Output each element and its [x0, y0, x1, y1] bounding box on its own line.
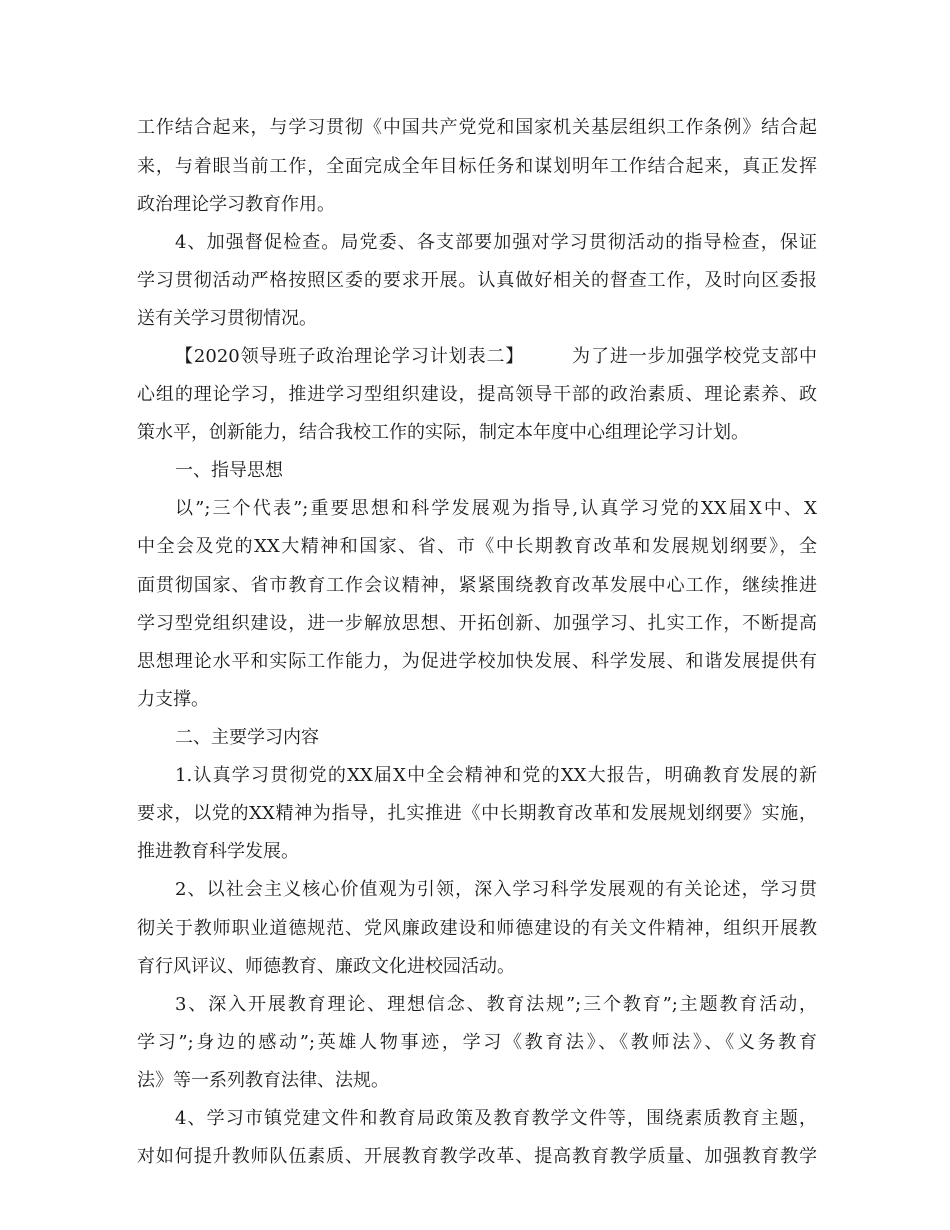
paragraph-line: 彻关于教师职业道德规范、党风廉政建设和师德建设的有关文件精神，组织开展教 — [137, 918, 817, 939]
section-heading: 二、主要学习内容 — [175, 727, 319, 748]
paragraph-line: 来，与着眼当前工作，全面完成全年目标任务和谋划明年工作结合起来，真正发挥 — [137, 156, 817, 177]
section-heading: 一、指导思想 — [175, 460, 283, 481]
paragraph-line: 学习”;身边的感动”;英雄人物事迹，学习《教育法》、《教师法》、《义务教育 — [137, 1032, 817, 1053]
paragraph-line: 4、学习市镇党建文件和教育局政策及教育教学文件等，围绕素质教育主题， — [175, 1108, 817, 1129]
paragraph-line: 心组的理论学习，推进学习型组织建设，提高领导干部的政治素质、理论素养、政 — [137, 384, 817, 405]
paragraph-line: 力支撑。 — [137, 689, 209, 710]
paragraph-line: 推进教育科学发展。 — [137, 841, 299, 862]
paragraph-line: 政治理论学习教育作用。 — [137, 194, 335, 215]
paragraph-line: 要求，以党的XX精神为指导，扎实推进《中长期教育改革和发展规划纲要》实施， — [137, 803, 817, 824]
paragraph-line: 4、加强督促检查。局党委、各支部要加强对学习贯彻活动的指导检查，保证 — [175, 232, 817, 253]
paragraph-line: 学习贯彻活动严格按照区委的要求开展。认真做好相关的督查工作，及时向区委报 — [137, 270, 817, 291]
paragraph-line: 工作结合起来，与学习贯彻《中国共产党党和国家机关基层组织工作条例》结合起 — [137, 117, 817, 138]
paragraph-line: 学习型党组织建设，进一步解放思想、开拓创新、加强学习、扎实工作，不断提高 — [137, 613, 817, 634]
paragraph-line: 对如何提升教师队伍素质、开展教育教学改革、提高教育教学质量、加强教育教学 — [137, 1146, 817, 1167]
paragraph-line: 1.认真学习贯彻党的XX届X中全会精神和党的XX大报告，明确教育发展的新 — [175, 765, 817, 786]
paragraph-line: 中全会及党的XX大精神和国家、省、市《中长期教育改革和发展规划纲要》，全 — [137, 536, 817, 557]
paragraph-line: 思想理论水平和实际工作能力，为促进学校加快发展、科学发展、和谐发展提供有 — [137, 651, 817, 672]
paragraph-line: 策水平，创新能力，结合我校工作的实际，制定本年度中心组理论学习计划。 — [137, 422, 749, 443]
paragraph-line: 面贯彻国家、省市教育工作会议精神，紧紧围绕教育改革发展中心工作，继续推进 — [137, 575, 817, 596]
paragraph-line: 育行风评议、师德教育、廉政文化进校园活动。 — [137, 956, 515, 977]
section-heading-line: 【2020领导班子政治理论学习计划表二】 为了进一步加强学校党支部中 — [175, 346, 817, 367]
paragraph-line: 法》等一系列教育法律、法规。 — [137, 1070, 389, 1091]
paragraph-line: 以”;三个代表”;重要思想和科学发展观为指导,认真学习党的XX届X中、X — [175, 498, 817, 519]
paragraph-line: 2、以社会主义核心价值观为引领，深入学习科学发展观的有关论述，学习贯 — [175, 879, 817, 900]
paragraph-line: 3、深入开展教育理论、理想信念、教育法规”;三个教育”;主题教育活动， — [175, 994, 817, 1015]
paragraph-line: 送有关学习贯彻情况。 — [137, 308, 317, 329]
